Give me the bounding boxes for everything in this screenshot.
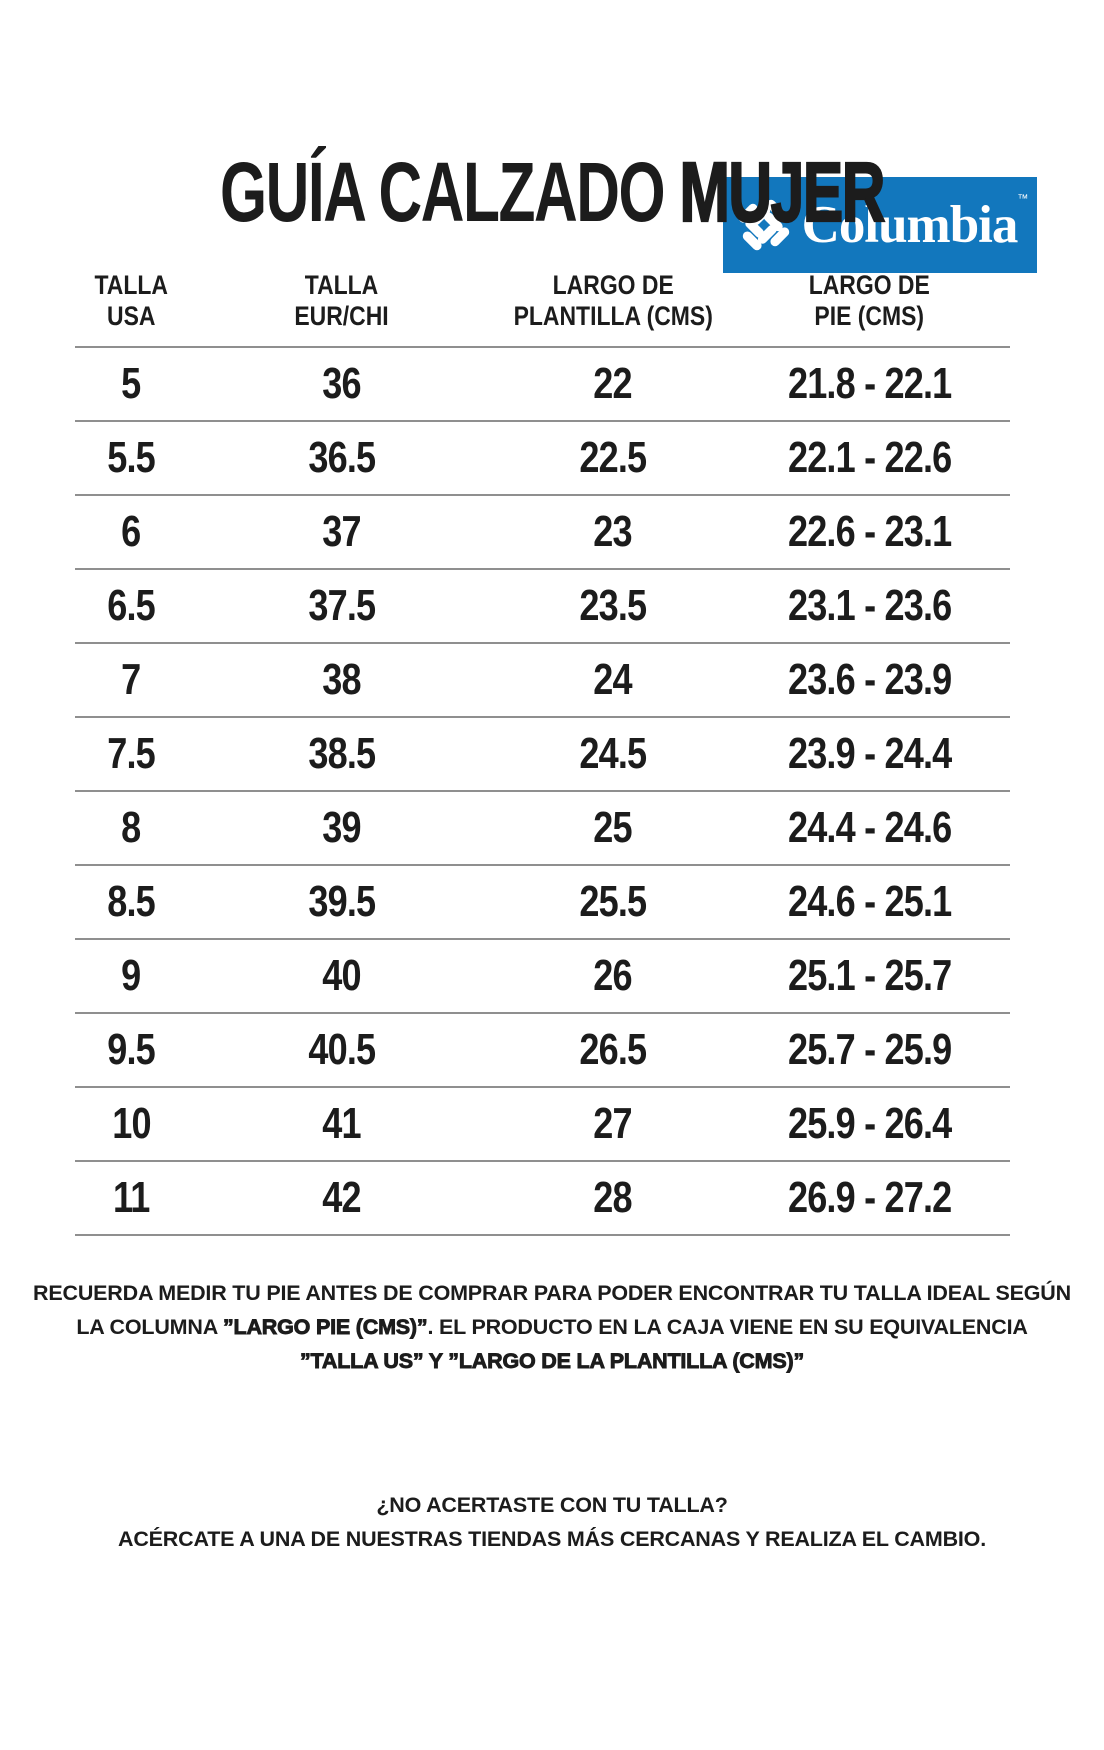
size-value: 26.5 (579, 1025, 647, 1074)
size-value: 23 (593, 507, 632, 556)
table-cell (187, 803, 496, 853)
size-value: 38 (322, 655, 361, 704)
footer-action: ACÉRCATE A UNA DE NUESTRAS TIENDAS MÁS CERCANAS Y REALIZA EL CAMBIO. (118, 1527, 986, 1551)
table-cell (496, 1099, 730, 1149)
size-guide-page (0, 145, 1104, 1750)
table-cell (729, 1173, 1010, 1223)
size-value: 9.5 (107, 1025, 155, 1074)
header-line: LARGO DE (552, 270, 674, 300)
size-value: 23.9 - 24.4 (787, 729, 952, 778)
table-row (75, 792, 1010, 866)
table-row (75, 940, 1010, 1014)
header-line: LARGO DE (809, 270, 931, 300)
size-value: 8.5 (107, 877, 155, 926)
table-cell (75, 877, 187, 927)
note-bold-largo-pie: ”LARGO PIE (CMS)” (223, 1315, 428, 1339)
table-cell (75, 581, 187, 631)
size-value: 40 (322, 951, 361, 1000)
size-value: 6.5 (107, 581, 155, 630)
table-row (75, 1088, 1010, 1162)
header-line: PIE (CMS) (814, 301, 925, 331)
size-value: 7.5 (107, 729, 155, 778)
size-value: 36.5 (307, 433, 375, 482)
table-cell (187, 877, 496, 927)
table-row (75, 422, 1010, 496)
size-value: 8 (121, 803, 141, 852)
table-row (75, 1014, 1010, 1088)
table-cell (75, 1173, 187, 1223)
size-value: 36 (322, 359, 361, 408)
header-line: PLANTILLA (CMS) (513, 301, 713, 331)
size-value: 28 (593, 1173, 632, 1222)
size-value: 25.9 - 26.4 (787, 1099, 952, 1148)
table-cell (729, 581, 1010, 631)
table-row (75, 1162, 1010, 1236)
table-cell (729, 803, 1010, 853)
header-line: TALLA (304, 270, 379, 300)
size-value: 23.6 - 23.9 (787, 655, 952, 704)
table-cell (729, 655, 1010, 705)
table-cell (75, 1099, 187, 1149)
table-cell (187, 1099, 496, 1149)
table-row (75, 348, 1010, 422)
size-value: 37 (322, 507, 361, 556)
table-cell (187, 1025, 496, 1075)
columbia-wordmark: Columbia (801, 195, 1018, 254)
table-cell (496, 433, 730, 483)
column-header-talla-usa (75, 270, 187, 332)
page-title-bold: MUJER (679, 145, 884, 239)
table-cell (496, 877, 730, 927)
exchange-note (0, 1488, 1104, 1556)
size-table (75, 270, 1010, 1236)
table-cell (729, 1025, 1010, 1075)
size-value: 11 (112, 1173, 150, 1222)
size-value: 24.5 (579, 729, 647, 778)
table-cell (187, 581, 496, 631)
table-cell (496, 729, 730, 779)
table-cell (75, 507, 187, 557)
trademark-symbol: ™ (1017, 193, 1029, 205)
table-header-row (75, 270, 1010, 332)
table-cell (75, 803, 187, 853)
column-header-largo-pie (729, 270, 1010, 332)
size-value: 41 (322, 1099, 361, 1148)
table-row (75, 496, 1010, 570)
size-value: 38.5 (307, 729, 375, 778)
table-cell (75, 433, 187, 483)
column-header-largo-plantilla (496, 270, 730, 332)
note-line-1: RECUERDA MEDIR TU PIE ANTES DE COMPRAR PARA PODER ENCONTRAR TU TALLA IDEAL SEGÚN (33, 1281, 1071, 1305)
note-line-3: ”TALLA US” Y ”LARGO DE LA PLANTILLA (CMS)” (300, 1349, 804, 1373)
table-cell (496, 655, 730, 705)
table-cell (496, 359, 730, 409)
size-value: 25 (593, 803, 632, 852)
footer-question: ¿NO ACERTASTE CON TU TALLA? (376, 1493, 728, 1517)
size-value: 22.5 (579, 433, 647, 482)
size-value: 21.8 - 22.1 (787, 359, 952, 408)
table-cell (187, 359, 496, 409)
size-value: 22.1 - 22.6 (787, 433, 952, 482)
table-cell (75, 951, 187, 1001)
size-value: 22.6 - 23.1 (787, 507, 952, 556)
size-value: 37.5 (307, 581, 375, 630)
table-cell (187, 507, 496, 557)
table-cell (496, 951, 730, 1001)
page-title-regular: GUÍA CALZADO (220, 145, 680, 239)
header-line: USA (106, 301, 156, 331)
table-cell (496, 581, 730, 631)
table-row (75, 718, 1010, 792)
table-cell (729, 433, 1010, 483)
table-row (75, 570, 1010, 644)
size-value: 22 (593, 359, 632, 408)
table-cell (187, 951, 496, 1001)
table-cell (729, 507, 1010, 557)
table-cell (75, 1025, 187, 1075)
table-cell (729, 877, 1010, 927)
size-value: 6 (121, 507, 141, 556)
table-cell (75, 729, 187, 779)
size-value: 7 (121, 655, 141, 704)
header-line: EUR/CHI (294, 301, 389, 331)
table-cell (496, 803, 730, 853)
size-value: 42 (322, 1173, 361, 1222)
column-header-talla-eur-chi (187, 270, 496, 332)
size-value: 24.4 - 24.6 (787, 803, 952, 852)
header-line: TALLA (94, 270, 168, 300)
table-cell (496, 1025, 730, 1075)
table-cell (187, 655, 496, 705)
size-value: 23.5 (579, 581, 647, 630)
table-cell (75, 655, 187, 705)
table-row (75, 644, 1010, 718)
size-value: 24 (593, 655, 632, 704)
size-value: 25.5 (579, 877, 647, 926)
size-value: 25.1 - 25.7 (787, 951, 952, 1000)
size-value: 27 (593, 1099, 632, 1148)
table-cell (729, 729, 1010, 779)
table-cell (496, 1173, 730, 1223)
table-cell (75, 359, 187, 409)
table-body (75, 346, 1010, 1236)
size-value: 26 (593, 951, 632, 1000)
size-value: 10 (111, 1099, 151, 1148)
table-cell (187, 1173, 496, 1223)
size-value: 39 (322, 803, 361, 852)
size-value: 39.5 (307, 877, 375, 926)
size-value: 26.9 - 27.2 (787, 1173, 952, 1222)
table-cell (496, 507, 730, 557)
table-cell (187, 433, 496, 483)
size-value: 5.5 (107, 433, 155, 482)
size-value: 24.6 - 25.1 (787, 877, 952, 926)
size-value: 5 (121, 359, 141, 408)
table-cell (729, 951, 1010, 1001)
size-value: 9 (121, 951, 141, 1000)
note-line-2: LA COLUMNA ”LARGO PIE (CMS)”. EL PRODUCTO EN LA CAJA VIENE EN SU EQUIVALENCIA (76, 1315, 1028, 1339)
table-row (75, 866, 1010, 940)
table-cell (187, 729, 496, 779)
size-value: 23.1 - 23.6 (787, 581, 952, 630)
size-value: 25.7 - 25.9 (787, 1025, 952, 1074)
size-value: 40.5 (307, 1025, 375, 1074)
table-cell (729, 359, 1010, 409)
measurement-note (0, 1276, 1104, 1378)
table-cell (729, 1099, 1010, 1149)
